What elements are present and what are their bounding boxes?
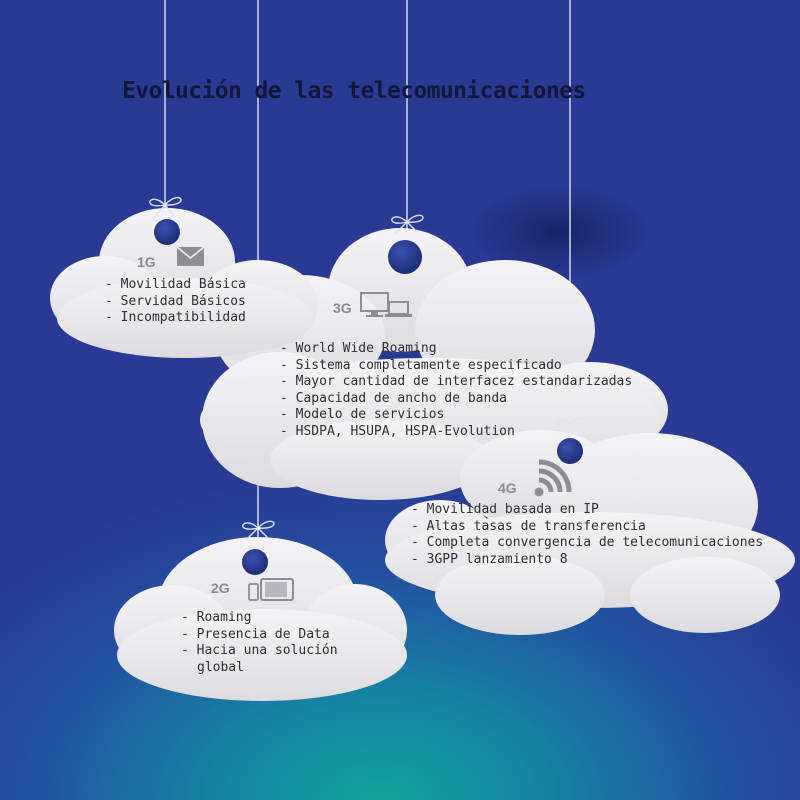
list-2g xyxy=(181,610,356,676)
label-1g: 1G xyxy=(137,254,156,270)
list-3g xyxy=(280,341,632,441)
list-item: - Presencia de Data xyxy=(181,627,356,644)
list-item: - Mayor cantidad de interfacez estandarizadas xyxy=(280,374,632,391)
list-item: - Movilidad basada en IP xyxy=(411,502,763,519)
list-4g xyxy=(411,502,763,568)
label-2g: 2G xyxy=(211,580,230,596)
list-item: - Modelo de servicios xyxy=(280,407,632,424)
list-item: - Movilidad Básica xyxy=(105,277,246,294)
list-item: - Servidad Básicos xyxy=(105,294,246,311)
list-item: - Sistema completamente especificado xyxy=(280,358,632,375)
list-1g xyxy=(105,277,246,327)
label-3g: 3G xyxy=(333,300,352,316)
bead-2g xyxy=(242,549,268,575)
list-item: - Incompatibilidad xyxy=(105,310,246,327)
envelope-icon xyxy=(177,247,204,266)
list-item: - Hacia una solución global xyxy=(181,643,356,676)
bead-1g xyxy=(154,219,180,245)
list-item: - 3GPP lanzamiento 8 xyxy=(411,552,763,569)
list-item: - Altas tasas de transferencia xyxy=(411,519,763,536)
bead-4g xyxy=(557,438,583,464)
list-item: - Completa convergencia de telecomunicaciones xyxy=(411,535,763,552)
list-item: - World Wide Roaming xyxy=(280,341,632,358)
bead-3g xyxy=(388,240,422,274)
list-item: - Roaming xyxy=(181,610,356,627)
label-4g: 4G xyxy=(498,480,517,496)
page-title: Evolución de las telecomunicaciones xyxy=(122,78,586,104)
list-item: - HSDPA, HSUPA, HSPA-Evolution xyxy=(280,424,632,441)
list-item: - Capacidad de ancho de banda xyxy=(280,391,632,408)
